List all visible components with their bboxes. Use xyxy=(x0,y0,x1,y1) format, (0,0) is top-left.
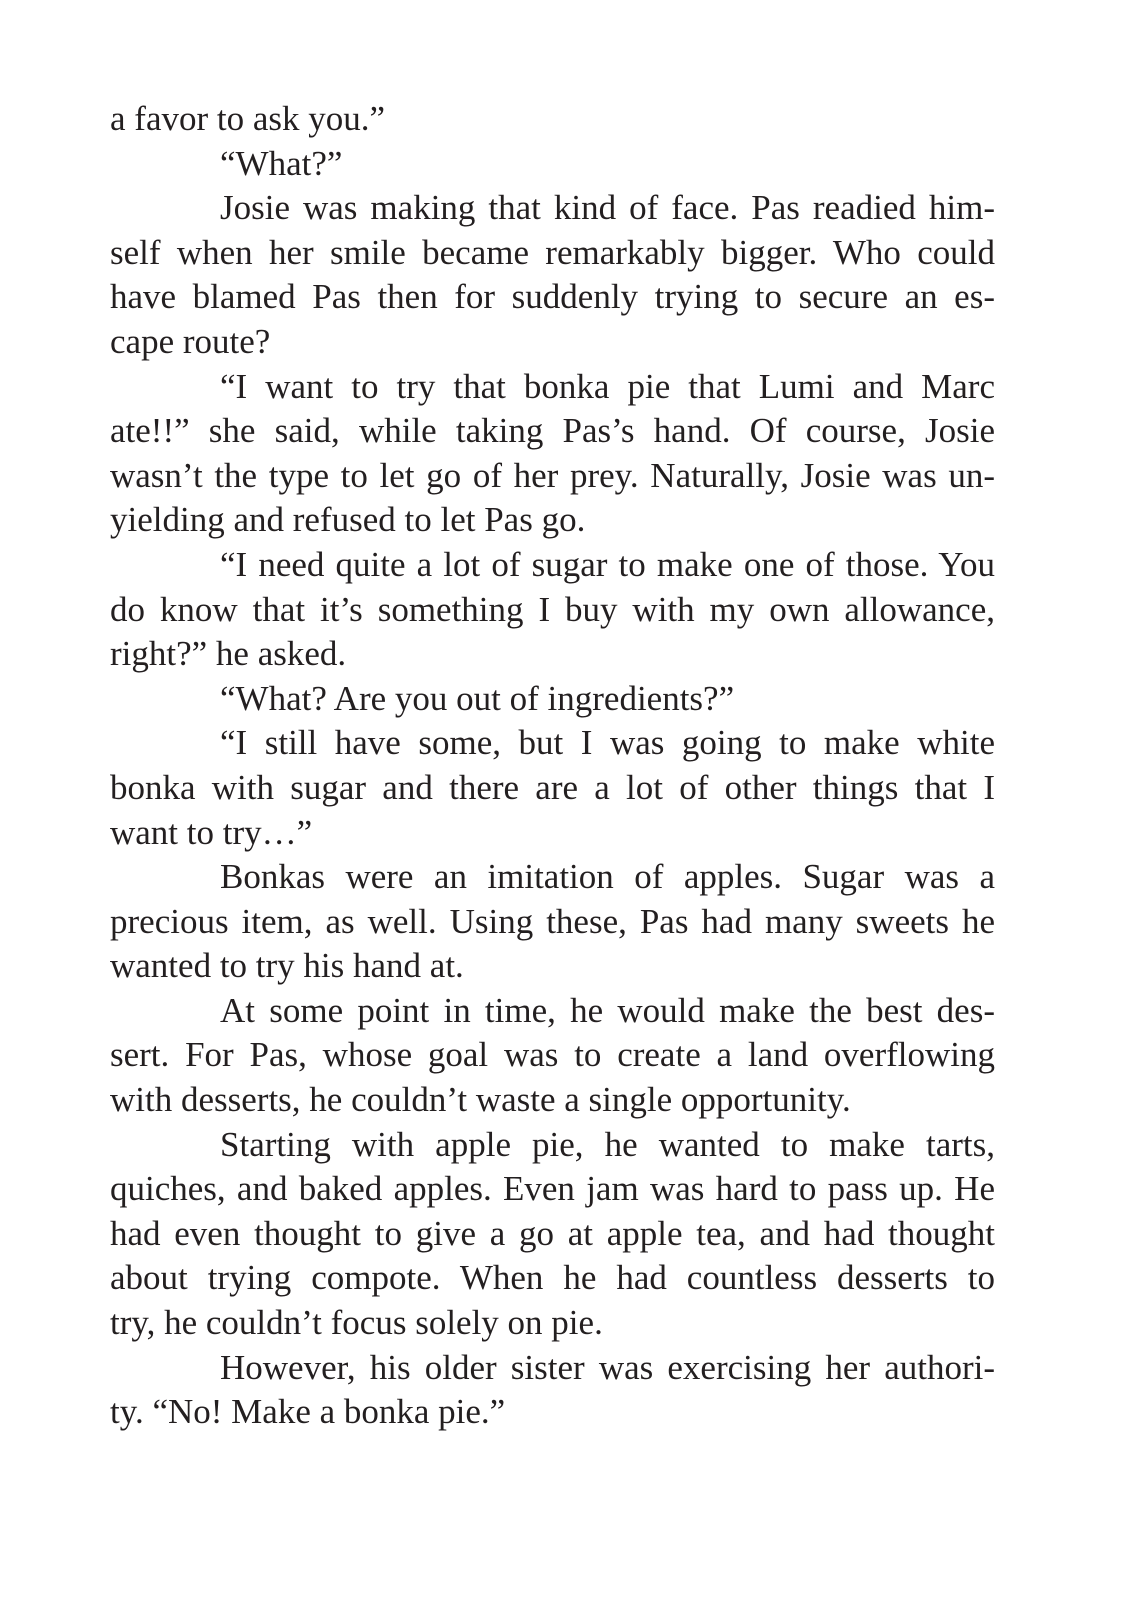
text-line: wasn’t the type to let go of her prey. Naturally, Josie was un- xyxy=(110,455,995,495)
text-line: “What? Are you out of ingredients?” xyxy=(220,678,735,718)
body-text xyxy=(110,97,995,1435)
text-line: wanted to try his hand at. xyxy=(110,946,464,986)
text-line: right?” he asked. xyxy=(110,634,347,674)
text-line: “I still have some, but I was going to make white xyxy=(220,723,995,763)
text-line: “I want to try that bonka pie that Lumi and Marc xyxy=(220,366,995,406)
text-line: try, he couldn’t focus solely on pie. xyxy=(110,1303,603,1343)
text-line: “I need quite a lot of sugar to make one of those. You xyxy=(220,544,995,584)
text-line: Josie was making that kind of face. Pas readied him- xyxy=(220,188,995,228)
text-line: with desserts, he couldn’t waste a single opportunity. xyxy=(110,1080,851,1120)
text-line: about trying compote. When he had countless desserts to xyxy=(110,1258,995,1298)
text-line: However, his older sister was exercising her authori- xyxy=(220,1347,995,1387)
text-line: had even thought to give a go at apple tea, and had thought xyxy=(110,1213,995,1253)
text-line: want to try…” xyxy=(110,812,313,852)
text-line: bonka with sugar and there are a lot of other things that I xyxy=(110,767,995,807)
text-line: sert. For Pas, whose goal was to create a land overflowing xyxy=(110,1035,995,1075)
text-line: At some point in time, he would make the best des- xyxy=(220,990,995,1030)
text-line: have blamed Pas then for suddenly trying to secure an es- xyxy=(110,277,995,317)
text-line: quiches, and baked apples. Even jam was hard to pass up. He xyxy=(110,1169,995,1209)
text-line: ate!!” she said, while taking Pas’s hand. Of course, Josie xyxy=(110,411,995,451)
text-line: precious item, as well. Using these, Pas had many sweets he xyxy=(110,901,995,941)
text-line: do know that it’s something I buy with my own allowance, xyxy=(110,589,995,629)
text-line: self when her smile became remarkably bigger. Who could xyxy=(110,232,995,272)
text-line: Starting with apple pie, he wanted to make tarts, xyxy=(220,1124,995,1164)
text-line: cape route? xyxy=(110,321,271,361)
text-line: “What?” xyxy=(220,143,343,183)
text-line: ty. “No! Make a bonka pie.” xyxy=(110,1392,506,1432)
text-line: yielding and refused to let Pas go. xyxy=(110,500,586,540)
text-line: Bonkas were an imitation of apples. Sugar was a xyxy=(220,857,995,897)
text-line: a favor to ask you.” xyxy=(110,99,386,138)
